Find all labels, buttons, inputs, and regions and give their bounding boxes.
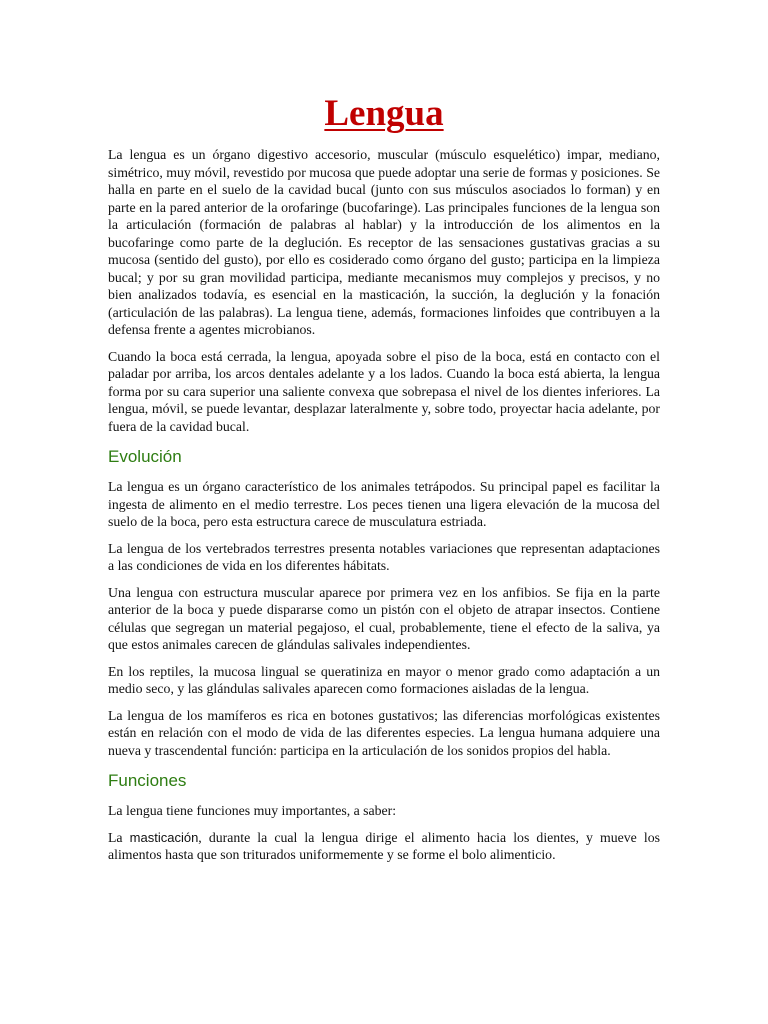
evolucion-paragraph-5: La lengua de los mamíferos es rica en botones gustativos; las diferencias morfológicas existentes están en relación con el modo de vida de las diferentes especies. La lengua humana adquiere una nueva y trascendental función: participa en la articulación de los sonidos propios del habla. xyxy=(108,707,660,758)
funciones-item-text: , durante la cual la lengua dirige el alimento hacia los dientes, y mueve los alimentos hasta que son triturados uniformemente y se forme el bolo alimenticio. xyxy=(108,829,660,862)
funciones-item-masticacion xyxy=(108,829,660,864)
evolucion-paragraph-1: La lengua es un órgano característico de los animales tetrápodos. Su principal papel es facilitar la ingesta de alimento en el medio terrestre. Los peces tienen una ligera elevación de la mucosa del suelo de la boca, pero esta estructura carece de musculatura estriada. xyxy=(108,479,660,529)
evolucion-paragraph-4: En los reptiles, la mucosa lingual se queratiniza en mayor o menor grado como adaptación a un medio seco, y las glándulas salivales aparecen como formaciones aisladas de la lengua. xyxy=(108,663,660,696)
section-heading-evolucion: Evolución xyxy=(108,447,182,466)
funciones-intro: La lengua tiene funciones muy importantes, a saber: xyxy=(108,803,397,818)
page-title: Lengua xyxy=(324,93,444,134)
term-masticacion: masticación xyxy=(129,829,199,845)
document-page xyxy=(108,92,660,873)
evolucion-paragraph-3: Una lengua con estructura muscular aparece por primera vez en los anfibios. Se fija en la parte anterior de la boca y puede dispararse como un pistón con el objeto de atrapar insectos. Contiene células que segregan un material pegajoso, el cual, probablemente, tiene el efecto de la saliva, ya que estos animales carecen de glándulas salivales independientes. xyxy=(108,584,660,652)
intro-paragraph-2: Cuando la boca está cerrada, la lengua, apoyada sobre el piso de la boca, está en contacto con el paladar por arriba, los arcos dentales adelante y a los lados. Cuando la boca está abierta, la lengua forma por su cara superior una saliente convexa que sobrepasa el nivel de los dientes inferiores. La lengua, móvil, se puede levantar, desplazar lateralmente y, sobre todo, proyectar hacia adelante, por fuera de la cavidad bucal. xyxy=(108,348,660,434)
section-heading-funciones: Funciones xyxy=(108,771,187,790)
intro-paragraph-1: La lengua es un órgano digestivo accesorio, muscular (músculo esquelético) impar, mediano, simétrico, muy móvil, revestido por mucosa que puede adoptar una serie de formas y posiciones. Se halla en parte en el suelo de la cavidad bucal (junto con sus músculos asociados lo forman) y en parte en la pared anterior de la orofaringe (bucofaringe). Las principales funciones de la lengua son la articulación (formación de palabras al hablar) y la introducción de los alimentos en la bucofaringe como parte de la deglución. Es receptor de las sensaciones gustativas gracias a su mucosa (sentido del gusto), por ello es cosiderado como órgano del gusto; participa en la limpieza bucal; y por su gran movilidad participa, mediante mecanismos muy complejos y precisos, y no bien analizados todavía, es esencial en la masticación, la succión, la deglución y la fonación (articulación de las palabras). La lengua tiene, además, formaciones linfoides que contribuyen a la defensa frente a agentes microbianos. xyxy=(108,147,660,337)
funciones-item-prefix: La xyxy=(108,829,130,845)
evolucion-paragraph-2: La lengua de los vertebrados terrestres presenta notables variaciones que representan adaptaciones a las condiciones de vida en los diferentes hábitats. xyxy=(108,540,660,573)
